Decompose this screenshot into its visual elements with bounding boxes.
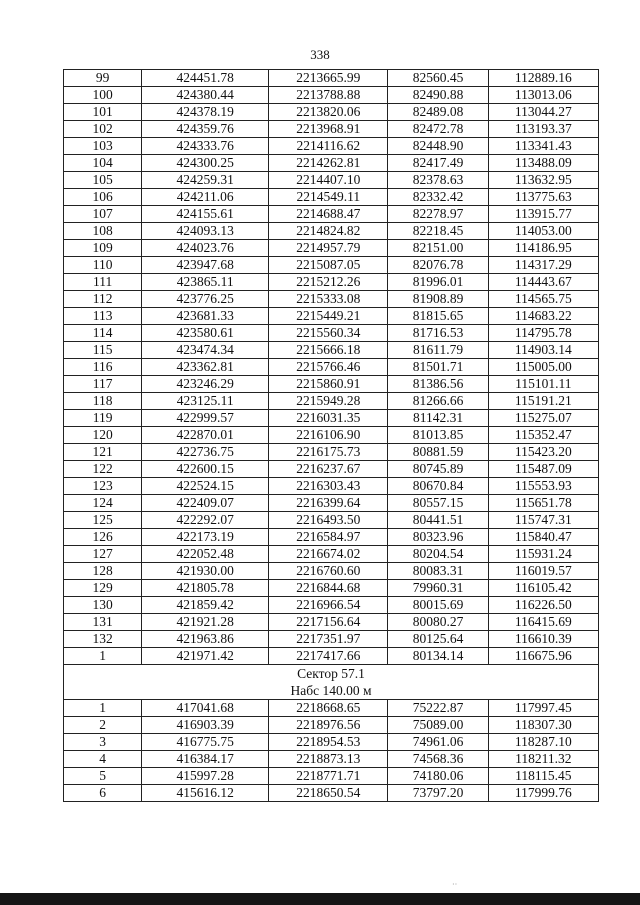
coord-x-cell: 424333.76: [142, 138, 269, 155]
point-number-cell: 129: [64, 580, 142, 597]
point-number-cell: 108: [64, 223, 142, 240]
coord-b-cell: 116675.96: [488, 648, 598, 665]
coord-y-cell: 2216303.43: [269, 478, 388, 495]
coord-x-cell: 422600.15: [142, 461, 269, 478]
coord-x-cell: 423125.11: [142, 393, 269, 410]
table-row: [64, 240, 599, 257]
coord-b-cell: 113013.06: [488, 87, 598, 104]
coord-a-cell: 81815.65: [388, 308, 488, 325]
table-row: [64, 614, 599, 631]
coord-y-cell: 2216175.73: [269, 444, 388, 461]
coord-a-cell: 73797.20: [388, 785, 488, 802]
point-number-cell: 132: [64, 631, 142, 648]
table-row: [64, 274, 599, 291]
coord-x-cell: 423580.61: [142, 325, 269, 342]
coord-a-cell: 82490.88: [388, 87, 488, 104]
coord-x-cell: 424211.06: [142, 189, 269, 206]
table-row: [64, 291, 599, 308]
coord-x-cell: 417041.68: [142, 700, 269, 717]
point-number-cell: 130: [64, 597, 142, 614]
coord-b-cell: 118287.10: [488, 734, 598, 751]
table-row: [64, 546, 599, 563]
scan-edge-bar: [0, 893, 640, 905]
point-number-cell: 120: [64, 427, 142, 444]
coord-b-cell: 116415.69: [488, 614, 598, 631]
point-number-cell: 128: [64, 563, 142, 580]
point-number-cell: 103: [64, 138, 142, 155]
coord-x-cell: 422870.01: [142, 427, 269, 444]
coord-a-cell: 80125.64: [388, 631, 488, 648]
coord-y-cell: 2213788.88: [269, 87, 388, 104]
coord-y-cell: 2215666.18: [269, 342, 388, 359]
table-row: [64, 138, 599, 155]
coord-x-cell: 422524.15: [142, 478, 269, 495]
scan-mark: ··: [452, 880, 458, 889]
coord-x-cell: 424380.44: [142, 87, 269, 104]
coord-a-cell: 79960.31: [388, 580, 488, 597]
table-row: [64, 359, 599, 376]
coord-a-cell: 82417.49: [388, 155, 488, 172]
coord-y-cell: 2213665.99: [269, 70, 388, 87]
table-row: [64, 376, 599, 393]
coord-y-cell: 2214824.82: [269, 223, 388, 240]
coord-y-cell: 2213968.91: [269, 121, 388, 138]
coord-x-cell: 424093.13: [142, 223, 269, 240]
coord-y-cell: 2215949.28: [269, 393, 388, 410]
coord-b-cell: 113488.09: [488, 155, 598, 172]
coord-x-cell: 421805.78: [142, 580, 269, 597]
coord-x-cell: 423776.25: [142, 291, 269, 308]
coord-x-cell: 422409.07: [142, 495, 269, 512]
coord-b-cell: 113044.27: [488, 104, 598, 121]
coord-b-cell: 115352.47: [488, 427, 598, 444]
coord-x-cell: 424451.78: [142, 70, 269, 87]
point-number-cell: 101: [64, 104, 142, 121]
coord-a-cell: 75222.87: [388, 700, 488, 717]
coord-a-cell: 74568.36: [388, 751, 488, 768]
table-row: [64, 478, 599, 495]
point-number-cell: 115: [64, 342, 142, 359]
point-number-cell: 119: [64, 410, 142, 427]
coord-y-cell: 2216674.02: [269, 546, 388, 563]
coord-y-cell: 2217417.66: [269, 648, 388, 665]
point-number-cell: 131: [64, 614, 142, 631]
table-row: [64, 785, 599, 802]
coord-a-cell: 82151.00: [388, 240, 488, 257]
point-number-cell: 3: [64, 734, 142, 751]
table-row: [64, 648, 599, 665]
coord-b-cell: 114443.67: [488, 274, 598, 291]
coord-b-cell: 115423.20: [488, 444, 598, 461]
coord-y-cell: 2216106.90: [269, 427, 388, 444]
table-row: [64, 189, 599, 206]
table-row: [64, 734, 599, 751]
coord-y-cell: 2216399.64: [269, 495, 388, 512]
coord-b-cell: 115005.00: [488, 359, 598, 376]
coord-b-cell: 114683.22: [488, 308, 598, 325]
coord-a-cell: 81716.53: [388, 325, 488, 342]
coord-x-cell: 422173.19: [142, 529, 269, 546]
point-number-cell: 113: [64, 308, 142, 325]
point-number-cell: 100: [64, 87, 142, 104]
coord-a-cell: 82218.45: [388, 223, 488, 240]
point-number-cell: 6: [64, 785, 142, 802]
coord-y-cell: 2215766.46: [269, 359, 388, 376]
coord-a-cell: 81013.85: [388, 427, 488, 444]
section-title-row: [64, 665, 599, 683]
point-number-cell: 1: [64, 700, 142, 717]
coord-x-cell: 421971.42: [142, 648, 269, 665]
coord-a-cell: 82076.78: [388, 257, 488, 274]
coord-b-cell: 117999.76: [488, 785, 598, 802]
coordinates-table-part-2: [64, 700, 599, 802]
coord-a-cell: 75089.00: [388, 717, 488, 734]
table-row: [64, 631, 599, 648]
table-row: [64, 342, 599, 359]
section-subtitle: Набс 140.00 м: [64, 682, 599, 700]
table-row: [64, 700, 599, 717]
point-number-cell: 99: [64, 70, 142, 87]
coord-a-cell: 80670.84: [388, 478, 488, 495]
coord-y-cell: 2218668.65: [269, 700, 388, 717]
point-number-cell: 123: [64, 478, 142, 495]
point-number-cell: 125: [64, 512, 142, 529]
coord-b-cell: 113775.63: [488, 189, 598, 206]
coord-b-cell: 114565.75: [488, 291, 598, 308]
coord-y-cell: 2215449.21: [269, 308, 388, 325]
coord-a-cell: 80745.89: [388, 461, 488, 478]
coord-y-cell: 2216031.35: [269, 410, 388, 427]
table-row: [64, 529, 599, 546]
section-header: [64, 665, 599, 700]
coord-y-cell: 2218771.71: [269, 768, 388, 785]
coord-x-cell: 415997.28: [142, 768, 269, 785]
coordinates-table: [63, 69, 599, 802]
coord-y-cell: 2217156.64: [269, 614, 388, 631]
coord-a-cell: 80083.31: [388, 563, 488, 580]
coord-a-cell: 80323.96: [388, 529, 488, 546]
coord-y-cell: 2213820.06: [269, 104, 388, 121]
coord-a-cell: 81266.66: [388, 393, 488, 410]
table-row: [64, 512, 599, 529]
coord-y-cell: 2218976.56: [269, 717, 388, 734]
coord-a-cell: 80441.51: [388, 512, 488, 529]
coord-b-cell: 112889.16: [488, 70, 598, 87]
coord-x-cell: 421921.28: [142, 614, 269, 631]
coord-b-cell: 114795.78: [488, 325, 598, 342]
section-title: Сектор 57.1: [64, 665, 599, 683]
coord-y-cell: 2216493.50: [269, 512, 388, 529]
coord-b-cell: 116105.42: [488, 580, 598, 597]
coord-y-cell: 2215333.08: [269, 291, 388, 308]
table-row: [64, 172, 599, 189]
coord-x-cell: 424259.31: [142, 172, 269, 189]
coord-x-cell: 416384.17: [142, 751, 269, 768]
point-number-cell: 112: [64, 291, 142, 308]
coord-b-cell: 115191.21: [488, 393, 598, 410]
coord-x-cell: 422999.57: [142, 410, 269, 427]
coord-y-cell: 2214688.47: [269, 206, 388, 223]
coord-b-cell: 115931.24: [488, 546, 598, 563]
coord-a-cell: 80881.59: [388, 444, 488, 461]
coord-y-cell: 2214407.10: [269, 172, 388, 189]
table-row: [64, 717, 599, 734]
coord-x-cell: 421930.00: [142, 563, 269, 580]
coord-a-cell: 82448.90: [388, 138, 488, 155]
coord-a-cell: 80015.69: [388, 597, 488, 614]
table-row: [64, 121, 599, 138]
coord-y-cell: 2214957.79: [269, 240, 388, 257]
coord-x-cell: 423947.68: [142, 257, 269, 274]
point-number-cell: 126: [64, 529, 142, 546]
table-row: [64, 70, 599, 87]
point-number-cell: 122: [64, 461, 142, 478]
point-number-cell: 102: [64, 121, 142, 138]
coord-b-cell: 114053.00: [488, 223, 598, 240]
coord-y-cell: 2216966.54: [269, 597, 388, 614]
coord-a-cell: 81996.01: [388, 274, 488, 291]
coord-b-cell: 113632.95: [488, 172, 598, 189]
table-row: [64, 427, 599, 444]
point-number-cell: 121: [64, 444, 142, 461]
coord-x-cell: 424155.61: [142, 206, 269, 223]
point-number-cell: 5: [64, 768, 142, 785]
table-row: [64, 563, 599, 580]
coordinates-table-part-1: [64, 70, 599, 665]
coord-a-cell: 81142.31: [388, 410, 488, 427]
point-number-cell: 116: [64, 359, 142, 376]
coord-a-cell: 80204.54: [388, 546, 488, 563]
table-row: [64, 410, 599, 427]
coord-a-cell: 82560.45: [388, 70, 488, 87]
point-number-cell: 1: [64, 648, 142, 665]
coord-a-cell: 82278.97: [388, 206, 488, 223]
coord-y-cell: 2218650.54: [269, 785, 388, 802]
coord-y-cell: 2216844.68: [269, 580, 388, 597]
coord-b-cell: 116610.39: [488, 631, 598, 648]
coord-a-cell: 80134.14: [388, 648, 488, 665]
coord-y-cell: 2216760.60: [269, 563, 388, 580]
coord-x-cell: 421963.86: [142, 631, 269, 648]
coord-x-cell: 423681.33: [142, 308, 269, 325]
point-number-cell: 124: [64, 495, 142, 512]
coord-b-cell: 115840.47: [488, 529, 598, 546]
coord-y-cell: 2216237.67: [269, 461, 388, 478]
coord-b-cell: 115553.93: [488, 478, 598, 495]
section-subtitle-row: [64, 682, 599, 700]
point-number-cell: 117: [64, 376, 142, 393]
point-number-cell: 105: [64, 172, 142, 189]
coord-x-cell: 421859.42: [142, 597, 269, 614]
table-row: [64, 257, 599, 274]
coord-y-cell: 2218873.13: [269, 751, 388, 768]
coord-b-cell: 115651.78: [488, 495, 598, 512]
coord-b-cell: 116019.57: [488, 563, 598, 580]
table-row: [64, 155, 599, 172]
coord-x-cell: 424359.76: [142, 121, 269, 138]
coord-a-cell: 82332.42: [388, 189, 488, 206]
coord-x-cell: 423865.11: [142, 274, 269, 291]
coord-b-cell: 114317.29: [488, 257, 598, 274]
coord-a-cell: 80557.15: [388, 495, 488, 512]
coord-b-cell: 113341.43: [488, 138, 598, 155]
coord-x-cell: 415616.12: [142, 785, 269, 802]
table-row: [64, 580, 599, 597]
coord-x-cell: 423474.34: [142, 342, 269, 359]
table-row: [64, 308, 599, 325]
table-row: [64, 104, 599, 121]
coord-b-cell: 115275.07: [488, 410, 598, 427]
coord-a-cell: 82378.63: [388, 172, 488, 189]
coord-y-cell: 2215560.34: [269, 325, 388, 342]
table-row: [64, 444, 599, 461]
coord-b-cell: 114903.14: [488, 342, 598, 359]
coord-a-cell: 81501.71: [388, 359, 488, 376]
table-row: [64, 206, 599, 223]
coord-x-cell: 424023.76: [142, 240, 269, 257]
coord-x-cell: 422292.07: [142, 512, 269, 529]
coord-x-cell: 423246.29: [142, 376, 269, 393]
coord-y-cell: 2216584.97: [269, 529, 388, 546]
coord-a-cell: 81386.56: [388, 376, 488, 393]
coord-x-cell: 424378.19: [142, 104, 269, 121]
point-number-cell: 114: [64, 325, 142, 342]
coord-b-cell: 116226.50: [488, 597, 598, 614]
coord-y-cell: 2215212.26: [269, 274, 388, 291]
coord-b-cell: 117997.45: [488, 700, 598, 717]
coord-x-cell: 416775.75: [142, 734, 269, 751]
point-number-cell: 4: [64, 751, 142, 768]
coord-a-cell: 81908.89: [388, 291, 488, 308]
coord-b-cell: 113193.37: [488, 121, 598, 138]
table-row: [64, 461, 599, 478]
coord-a-cell: 74961.06: [388, 734, 488, 751]
coord-b-cell: 118115.45: [488, 768, 598, 785]
page-number: 338: [310, 47, 330, 62]
coord-b-cell: 115101.11: [488, 376, 598, 393]
coord-a-cell: 74180.06: [388, 768, 488, 785]
coord-b-cell: 115487.09: [488, 461, 598, 478]
table-row: [64, 495, 599, 512]
coord-y-cell: 2215860.91: [269, 376, 388, 393]
coord-b-cell: 118211.32: [488, 751, 598, 768]
table-row: [64, 87, 599, 104]
coord-a-cell: 81611.79: [388, 342, 488, 359]
point-number-cell: 111: [64, 274, 142, 291]
coord-y-cell: 2218954.53: [269, 734, 388, 751]
coord-x-cell: 422052.48: [142, 546, 269, 563]
coord-y-cell: 2214116.62: [269, 138, 388, 155]
table-row: [64, 393, 599, 410]
table-row: [64, 223, 599, 240]
point-number-cell: 106: [64, 189, 142, 206]
point-number-cell: 2: [64, 717, 142, 734]
coord-y-cell: 2214549.11: [269, 189, 388, 206]
coord-x-cell: 423362.81: [142, 359, 269, 376]
coord-b-cell: 115747.31: [488, 512, 598, 529]
coord-y-cell: 2214262.81: [269, 155, 388, 172]
table-row: [64, 597, 599, 614]
coord-b-cell: 118307.30: [488, 717, 598, 734]
coord-b-cell: 114186.95: [488, 240, 598, 257]
point-number-cell: 107: [64, 206, 142, 223]
coord-y-cell: 2215087.05: [269, 257, 388, 274]
point-number-cell: 110: [64, 257, 142, 274]
coord-a-cell: 82489.08: [388, 104, 488, 121]
coord-x-cell: 424300.25: [142, 155, 269, 172]
coord-a-cell: 82472.78: [388, 121, 488, 138]
point-number-cell: 127: [64, 546, 142, 563]
coord-y-cell: 2217351.97: [269, 631, 388, 648]
point-number-cell: 118: [64, 393, 142, 410]
coord-b-cell: 113915.77: [488, 206, 598, 223]
table-row: [64, 768, 599, 785]
coord-x-cell: 416903.39: [142, 717, 269, 734]
coord-x-cell: 422736.75: [142, 444, 269, 461]
point-number-cell: 109: [64, 240, 142, 257]
point-number-cell: 104: [64, 155, 142, 172]
table-row: [64, 325, 599, 342]
table-row: [64, 751, 599, 768]
coord-a-cell: 80080.27: [388, 614, 488, 631]
